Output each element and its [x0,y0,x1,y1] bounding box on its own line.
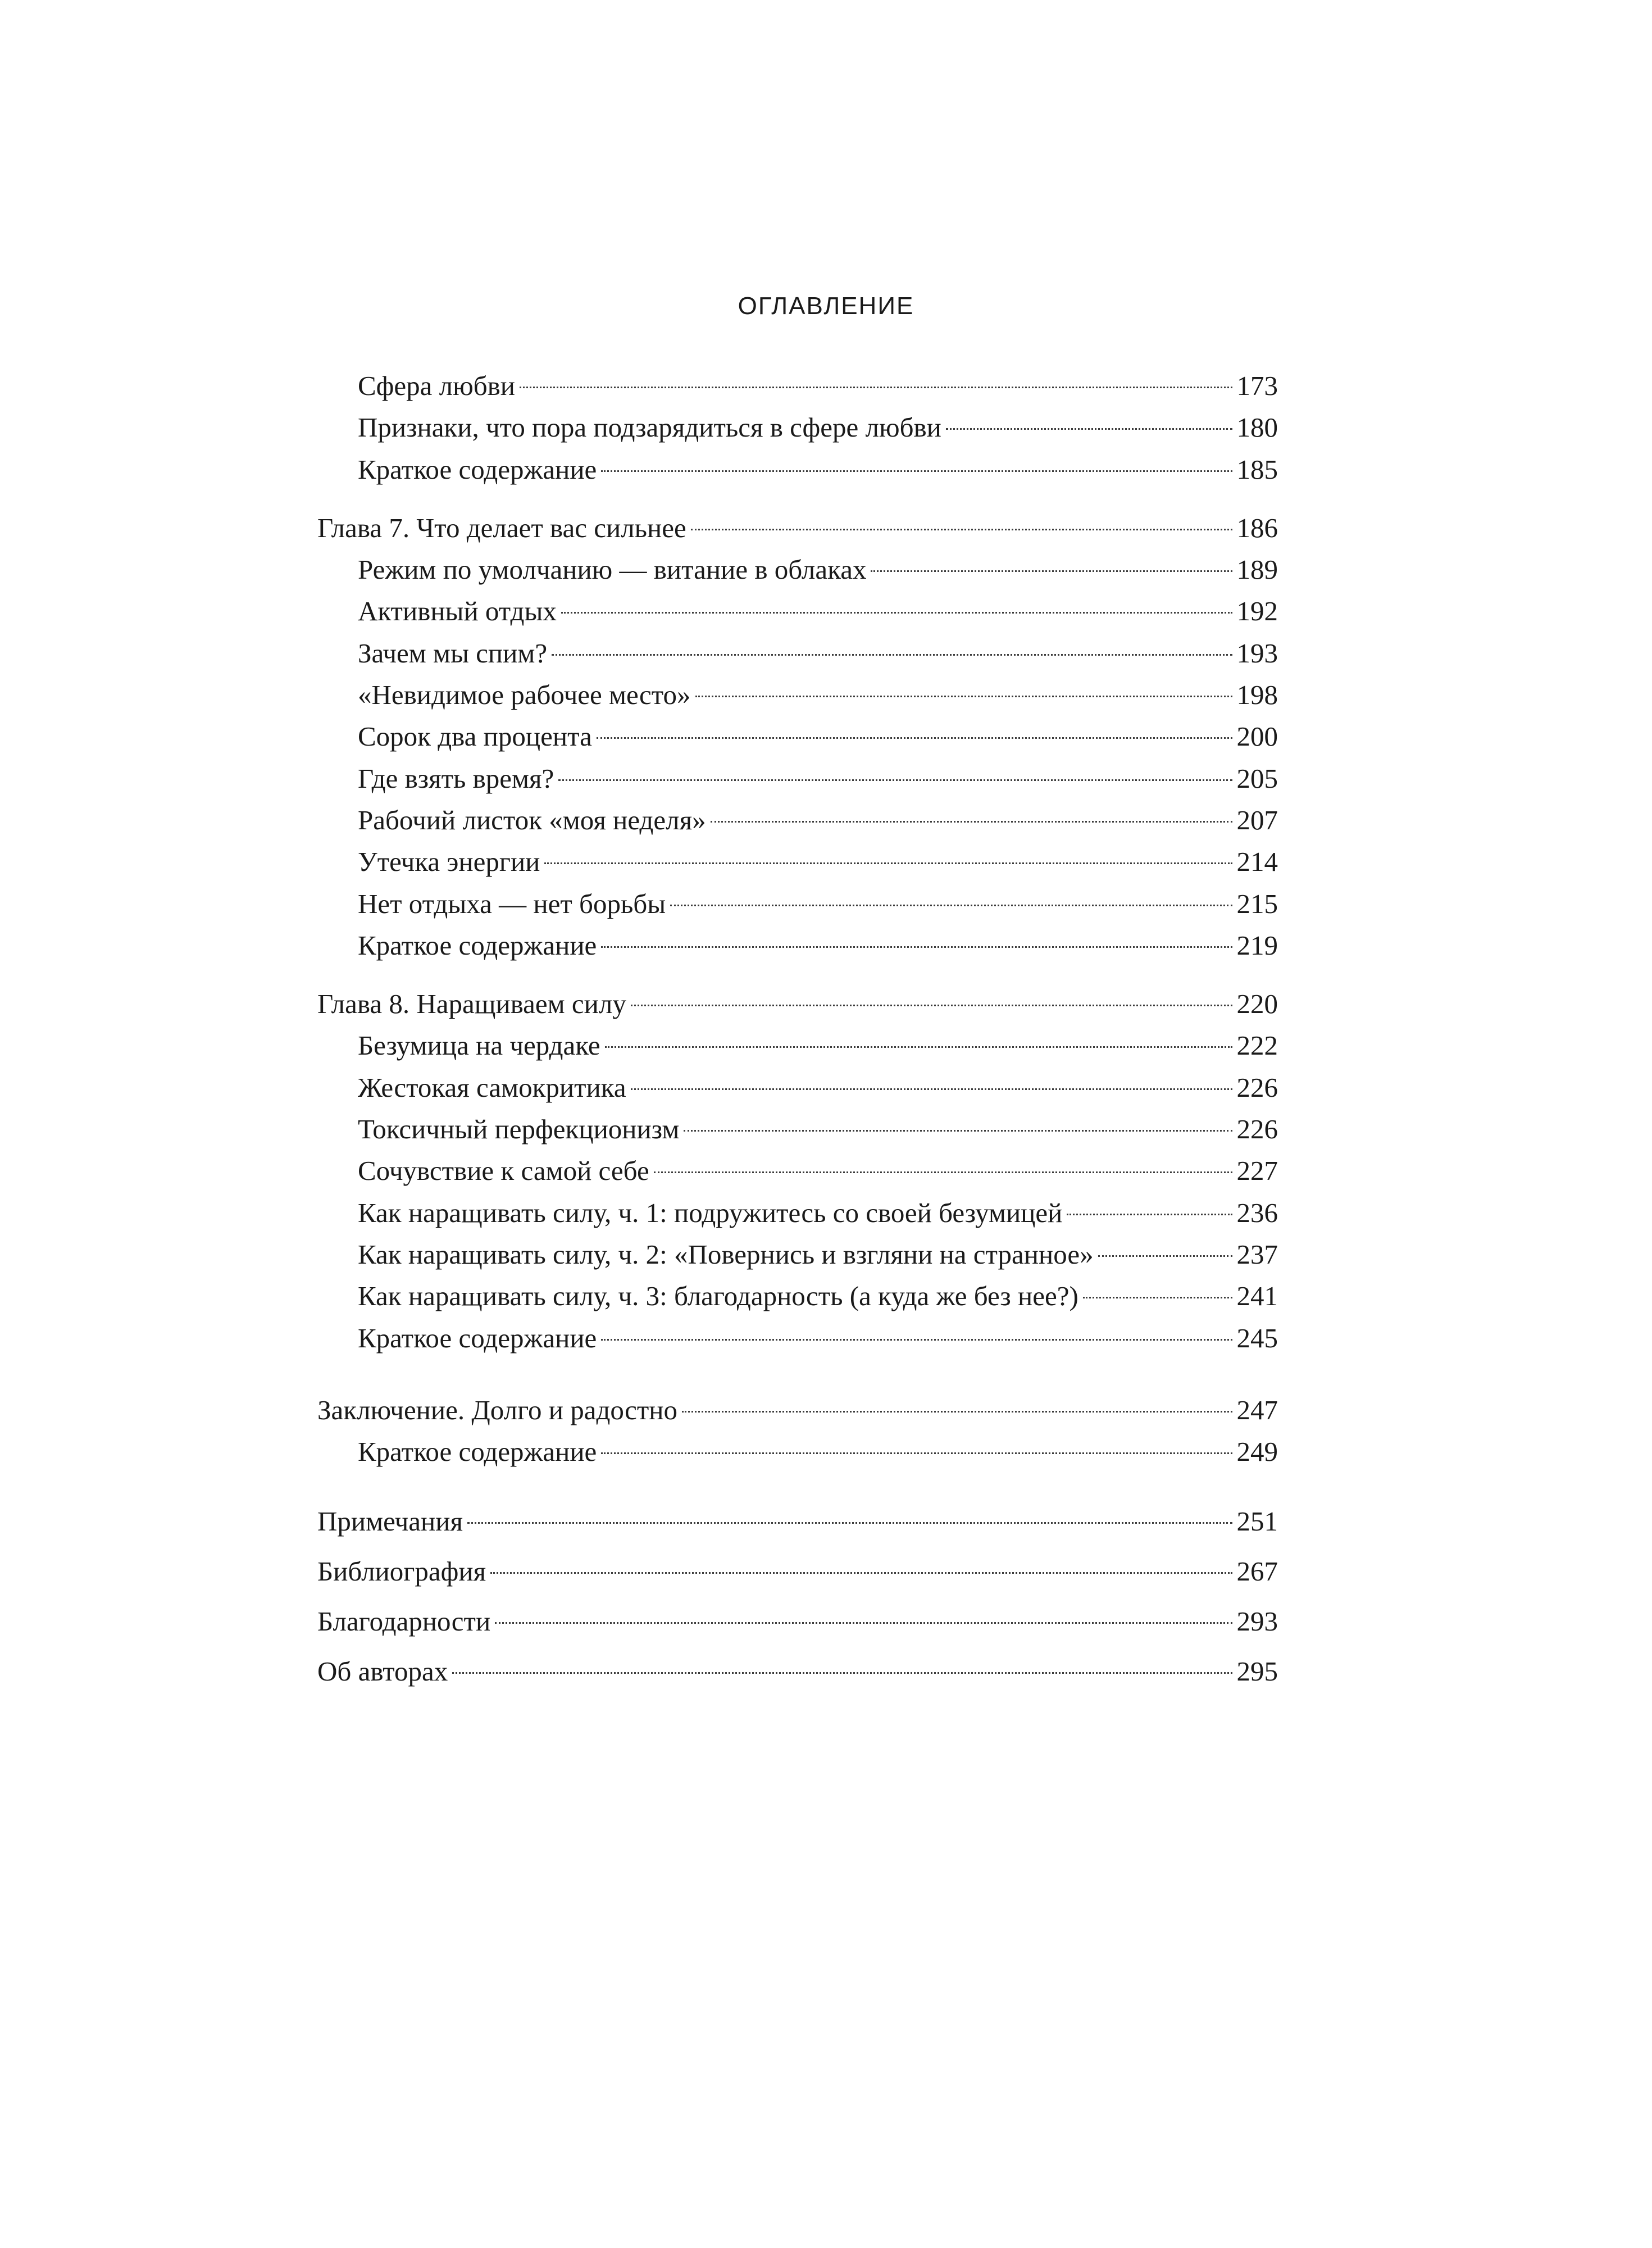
toc-chapter-page: 247 [1236,1394,1278,1425]
dot-leader [684,1130,1232,1132]
toc-chapter-entry[interactable] [317,1496,1278,1546]
toc-entry-title: Рабочий листок «моя неделя» [358,804,706,835]
dot-leader [552,654,1232,656]
toc-chapter-title: Библиография [317,1556,486,1587]
toc-entry-title: Как наращивать силу, ч. 1: подружитесь со своей безумицей [358,1197,1063,1228]
toc-entry-page: 237 [1236,1238,1278,1270]
toc-entry-page: 226 [1236,1071,1278,1103]
toc-entry-page: 198 [1236,679,1278,711]
toc-entry[interactable] [317,449,1278,491]
toc-chapter-title: Глава 7. Что делает вас сильнее [317,512,686,543]
toc-entry-page: 193 [1236,637,1278,669]
toc-entry-title: Утечка энергии [358,846,540,878]
toc-chapter-title: Глава 8. Наращиваем силу [317,988,626,1020]
dot-leader [558,779,1232,781]
toc-entry-page: 249 [1236,1436,1278,1468]
table-of-contents [317,365,1278,1696]
toc-entry-title: Где взять время? [358,762,554,794]
toc-entry[interactable] [317,1192,1278,1234]
toc-entry-title: Токсичный перфекционизм [358,1114,680,1145]
toc-chapter-page: 220 [1236,988,1278,1020]
dot-leader [1067,1214,1232,1215]
toc-entry[interactable] [317,1234,1278,1275]
toc-entry[interactable] [317,1318,1278,1359]
toc-entry-page: 173 [1236,370,1278,401]
toc-chapter-title: Благодарности [317,1606,491,1637]
toc-chapter-page: 267 [1236,1556,1278,1587]
toc-entry-page: 222 [1236,1030,1278,1061]
running-head: ОГЛАВЛЕНИЕ [738,292,914,320]
toc-entry-page: 215 [1236,888,1278,919]
toc-entry-title: Сорок два процента [358,721,592,752]
dot-leader [695,696,1232,697]
toc-entry[interactable] [317,407,1278,448]
toc-entry[interactable] [317,633,1278,674]
toc-entry[interactable] [317,925,1278,966]
toc-entry-title: Безумица на чердаке [358,1030,600,1061]
toc-chapter-page: 251 [1236,1506,1278,1537]
dot-leader [520,387,1232,388]
toc-entry-page: 227 [1236,1155,1278,1187]
toc-entry[interactable] [317,1150,1278,1192]
dot-leader [631,1005,1232,1006]
toc-entry-title: Краткое содержание [358,1322,597,1354]
toc-chapter-page: 295 [1236,1656,1278,1687]
toc-entry-title: Нет отдыха — нет борьбы [358,888,666,919]
dot-leader [682,1411,1232,1413]
toc-entry-page: 214 [1236,846,1278,878]
dot-leader [601,1339,1232,1341]
toc-entry[interactable] [317,1109,1278,1150]
toc-entry[interactable] [317,549,1278,591]
dot-leader [871,570,1232,572]
toc-entry-title: «Невидимое рабочее место» [358,679,691,711]
toc-entry[interactable] [317,841,1278,883]
toc-entry-page: 180 [1236,412,1278,443]
toc-entry-title: Жестокая самокритика [358,1071,626,1103]
dot-leader [691,529,1232,530]
dot-leader [495,1622,1232,1624]
spacer [317,1473,1278,1496]
toc-chapter-entry[interactable] [317,1546,1278,1596]
toc-entry-page: 189 [1236,554,1278,585]
toc-entry-page: 192 [1236,596,1278,627]
dot-leader [597,737,1232,739]
spacer [317,966,1278,983]
toc-entry-page: 241 [1236,1280,1278,1312]
toc-chapter-entry[interactable] [317,507,1278,549]
dot-leader [544,862,1232,864]
dot-leader [601,946,1232,948]
toc-entry[interactable] [317,1067,1278,1109]
toc-entry-title: Как наращивать силу, ч. 3: благодарность (а куда же без нее?) [358,1280,1078,1312]
toc-entry-page: 219 [1236,929,1278,961]
toc-entry-page: 207 [1236,804,1278,835]
spacer [317,491,1278,507]
toc-chapter-entry[interactable] [317,1389,1278,1431]
toc-entry[interactable] [317,800,1278,841]
toc-entry-title: Сочувствие к самой себе [358,1155,649,1187]
toc-chapter-entry[interactable] [317,983,1278,1025]
toc-entry[interactable] [317,591,1278,632]
toc-entry[interactable] [317,758,1278,800]
toc-entry-title: Активный отдых [358,596,557,627]
toc-entry[interactable] [317,1275,1278,1317]
toc-entry[interactable] [317,674,1278,716]
toc-chapter-page: 293 [1236,1606,1278,1637]
dot-leader [601,470,1232,472]
dot-leader [1083,1297,1232,1298]
toc-entry-title: Краткое содержание [358,453,597,485]
toc-entry-page: 205 [1236,762,1278,794]
toc-entry-title: Как наращивать силу, ч. 2: «Повернись и взгляни на странное» [358,1238,1094,1270]
toc-section-back-matter [317,1496,1278,1696]
toc-section-chapter-7 [317,507,1278,966]
dot-leader [452,1672,1232,1674]
toc-entry-page: 200 [1236,721,1278,752]
toc-section-chapter-8 [317,983,1278,1359]
toc-chapter-title: Об авторах [317,1656,448,1687]
dot-leader [654,1171,1232,1173]
dot-leader [946,428,1232,430]
toc-chapter-title: Примечания [317,1506,463,1537]
dot-leader [631,1088,1232,1090]
dot-leader [1098,1255,1232,1257]
spacer [317,1359,1278,1389]
toc-chapter-title: Заключение. Долго и радостно [317,1394,677,1425]
toc-entry-title: Зачем мы спим? [358,637,548,669]
dot-leader [490,1572,1232,1574]
dot-leader [467,1522,1232,1524]
dot-leader [601,1452,1232,1454]
toc-section-continuation [317,365,1278,491]
dot-leader [711,821,1232,823]
toc-chapter-entry[interactable] [317,1646,1278,1696]
toc-chapter-entry[interactable] [317,1596,1278,1646]
toc-chapter-page: 186 [1236,512,1278,543]
toc-entry-title: Краткое содержание [358,1436,597,1468]
toc-entry-title: Режим по умолчанию — витание в облаках [358,554,867,585]
toc-section-conclusion [317,1389,1278,1473]
toc-entry[interactable] [317,1025,1278,1066]
toc-entry-page: 226 [1236,1114,1278,1145]
toc-entry-page: 236 [1236,1197,1278,1228]
dot-leader [561,612,1232,614]
toc-entry-title: Краткое содержание [358,929,597,961]
toc-entry-title: Сфера любви [358,370,516,401]
dot-leader [670,905,1232,906]
toc-entry[interactable] [317,365,1278,407]
toc-entry[interactable] [317,883,1278,925]
toc-entry[interactable] [317,1431,1278,1473]
dot-leader [605,1046,1232,1048]
toc-entry-title: Признаки, что пора подзарядиться в сфере любви [358,412,941,443]
toc-entry-page: 185 [1236,453,1278,485]
toc-entry[interactable] [317,716,1278,757]
toc-entry-page: 245 [1236,1322,1278,1354]
